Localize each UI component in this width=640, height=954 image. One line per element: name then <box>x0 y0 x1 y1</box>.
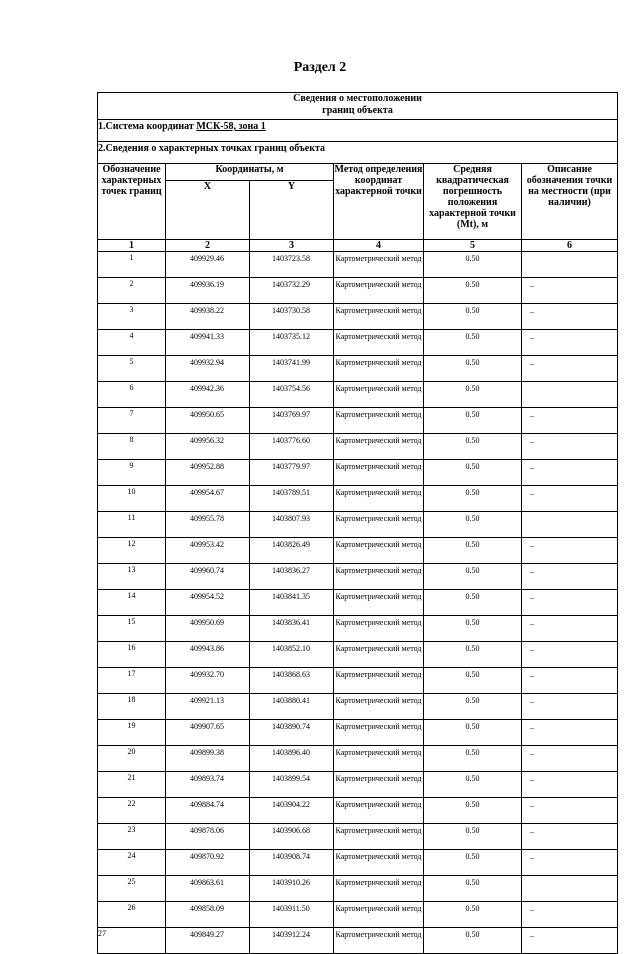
description-cell: – <box>522 746 618 772</box>
table-row <box>98 538 618 564</box>
coord-y: 1403911.50 <box>250 902 334 928</box>
table-row <box>98 746 618 772</box>
coord-x: 409952.88 <box>166 460 250 486</box>
coord-system-row <box>98 120 618 142</box>
coord-x: 409932.70 <box>166 668 250 694</box>
description-cell: – <box>522 902 618 928</box>
error-cell: 0.50 <box>424 668 522 694</box>
point-number: 16 <box>98 642 166 668</box>
description-cell: – <box>522 408 618 434</box>
method-cell: Картометрический метод <box>334 486 424 512</box>
column-number: 2 <box>166 240 250 252</box>
method-cell: Картометрический метод <box>334 642 424 668</box>
coord-x: 409921.13 <box>166 694 250 720</box>
error-cell: 0.50 <box>424 304 522 330</box>
method-cell: Картометрический метод <box>334 694 424 720</box>
coord-y: 1403754.56 <box>250 382 334 408</box>
point-number: 9 <box>98 460 166 486</box>
table-title-line2: границ объекта <box>322 105 393 116</box>
coord-x: 409932.94 <box>166 356 250 382</box>
point-number: 11 <box>98 512 166 538</box>
table-row <box>98 876 618 902</box>
point-number: 20 <box>98 746 166 772</box>
description-cell: – <box>522 356 618 382</box>
table-row <box>98 824 618 850</box>
column-number: 4 <box>334 240 424 252</box>
point-number: 25 <box>98 876 166 902</box>
error-cell: 0.50 <box>424 928 522 954</box>
coord-x: 409953.42 <box>166 538 250 564</box>
coord-x: 409942.36 <box>166 382 250 408</box>
method-cell: Картометрический метод <box>334 252 424 278</box>
description-cell: – <box>522 850 618 876</box>
coord-y: 1403769.97 <box>250 408 334 434</box>
coord-y: 1403836.27 <box>250 564 334 590</box>
coord-x: 409858.09 <box>166 902 250 928</box>
description-cell: – <box>522 642 618 668</box>
table-row <box>98 616 618 642</box>
table-row <box>98 564 618 590</box>
table-row <box>98 798 618 824</box>
boundary-points-table <box>97 92 618 954</box>
table-row <box>98 642 618 668</box>
method-cell: Картометрический метод <box>334 564 424 590</box>
coord-y: 1403732.29 <box>250 278 334 304</box>
method-cell: Картометрический метод <box>334 668 424 694</box>
point-number: 4 <box>98 330 166 356</box>
header-x: X <box>166 181 250 240</box>
point-number: 7 <box>98 408 166 434</box>
description-cell <box>522 512 618 538</box>
description-cell: – <box>522 824 618 850</box>
coord-x: 409950.65 <box>166 408 250 434</box>
coord-y: 1403880.41 <box>250 694 334 720</box>
coord-y: 1403836.41 <box>250 616 334 642</box>
coord-y: 1403906.68 <box>250 824 334 850</box>
table-row <box>98 512 618 538</box>
table-row <box>98 668 618 694</box>
description-cell: – <box>522 460 618 486</box>
error-cell: 0.50 <box>424 824 522 850</box>
method-cell: Картометрический метод <box>334 746 424 772</box>
description-cell: – <box>522 720 618 746</box>
coord-y: 1403779.97 <box>250 460 334 486</box>
coord-y: 1403789.51 <box>250 486 334 512</box>
description-cell <box>522 876 618 902</box>
column-number: 5 <box>424 240 522 252</box>
point-number: 5 <box>98 356 166 382</box>
method-cell: Картометрический метод <box>334 616 424 642</box>
description-cell: – <box>522 668 618 694</box>
table-row <box>98 850 618 876</box>
description-cell: – <box>522 278 618 304</box>
coord-x: 409893.74 <box>166 772 250 798</box>
description-cell: – <box>522 304 618 330</box>
point-number: 10 <box>98 486 166 512</box>
error-cell: 0.50 <box>424 616 522 642</box>
method-cell: Картометрический метод <box>334 720 424 746</box>
coord-system-value: МСК-58, зона 1 <box>196 121 266 132</box>
point-number: 13 <box>98 564 166 590</box>
error-cell: 0.50 <box>424 642 522 668</box>
method-cell: Картометрический метод <box>334 590 424 616</box>
description-cell: – <box>522 330 618 356</box>
table-row <box>98 772 618 798</box>
coord-x: 409863.61 <box>166 876 250 902</box>
method-cell: Картометрический метод <box>334 512 424 538</box>
coord-x: 409929.46 <box>166 252 250 278</box>
coord-y: 1403807.93 <box>250 512 334 538</box>
point-number: 24 <box>98 850 166 876</box>
point-number: 17 <box>98 668 166 694</box>
point-number: 26 <box>98 902 166 928</box>
table-row <box>98 902 618 928</box>
table-body <box>98 252 618 954</box>
header-description: Описание обозначения точки на местности (при наличии) <box>522 164 618 240</box>
description-cell: – <box>522 928 618 954</box>
header-error-text: Средняя квадратическая погрешность положения характерной точки (Mt), м <box>429 164 516 230</box>
coord-y: 1403852.10 <box>250 642 334 668</box>
error-cell: 0.50 <box>424 512 522 538</box>
section-title: Раздел 2 <box>293 60 347 75</box>
header-y: Y <box>250 181 334 240</box>
coord-y: 1403912.24 <box>250 928 334 954</box>
table-row <box>98 330 618 356</box>
coord-x: 409936.19 <box>166 278 250 304</box>
point-number: 27 <box>98 928 166 954</box>
method-cell: Картометрический метод <box>334 408 424 434</box>
description-cell <box>522 382 618 408</box>
coord-x: 409960.74 <box>166 564 250 590</box>
error-cell: 0.50 <box>424 850 522 876</box>
error-cell: 0.50 <box>424 538 522 564</box>
point-number: 19 <box>98 720 166 746</box>
method-cell: Картометрический метод <box>334 928 424 954</box>
description-cell: – <box>522 616 618 642</box>
error-cell: 0.50 <box>424 460 522 486</box>
coord-y: 1403910.26 <box>250 876 334 902</box>
table-row <box>98 408 618 434</box>
coord-x: 409884.74 <box>166 798 250 824</box>
header-error <box>424 164 522 240</box>
header-designation: Обозначение характерных точек границ <box>98 164 166 240</box>
point-number: 23 <box>98 824 166 850</box>
description-cell: – <box>522 434 618 460</box>
table-row <box>98 252 618 278</box>
method-cell: Картометрический метод <box>334 304 424 330</box>
error-cell: 0.50 <box>424 330 522 356</box>
description-cell: – <box>522 564 618 590</box>
coord-x: 409849.27 <box>166 928 250 954</box>
error-cell: 0.50 <box>424 772 522 798</box>
table-title <box>98 93 618 120</box>
table-row <box>98 590 618 616</box>
points-section-label: 2.Сведения о характерных точках границ объекта <box>98 142 618 164</box>
table-row <box>98 694 618 720</box>
method-cell: Картометрический метод <box>334 538 424 564</box>
description-cell: – <box>522 590 618 616</box>
table-row <box>98 928 618 954</box>
method-cell: Картометрический метод <box>334 434 424 460</box>
header-method: Метод определения координат характерной точки <box>334 164 424 240</box>
point-number: 6 <box>98 382 166 408</box>
error-cell: 0.50 <box>424 564 522 590</box>
method-cell: Картометрический метод <box>334 798 424 824</box>
description-cell: – <box>522 798 618 824</box>
point-number: 15 <box>98 616 166 642</box>
method-cell: Картометрический метод <box>334 824 424 850</box>
error-cell: 0.50 <box>424 382 522 408</box>
error-cell: 0.50 <box>424 252 522 278</box>
coord-x: 409956.32 <box>166 434 250 460</box>
coord-y: 1403730.58 <box>250 304 334 330</box>
table-row <box>98 720 618 746</box>
error-cell: 0.50 <box>424 720 522 746</box>
coord-system-label: 1.Система координат <box>98 121 194 132</box>
point-number: 2 <box>98 278 166 304</box>
header-coordinates: Координаты, м <box>166 164 334 181</box>
error-cell: 0.50 <box>424 590 522 616</box>
coord-x: 409954.67 <box>166 486 250 512</box>
description-cell: – <box>522 694 618 720</box>
coord-y: 1403776.60 <box>250 434 334 460</box>
coord-x: 409955.78 <box>166 512 250 538</box>
coord-x: 409954.52 <box>166 590 250 616</box>
description-cell: – <box>522 538 618 564</box>
error-cell: 0.50 <box>424 408 522 434</box>
description-cell: – <box>522 772 618 798</box>
error-cell: 0.50 <box>424 694 522 720</box>
column-numbers-row <box>98 240 618 252</box>
table-title-line1: Сведения о местоположении <box>293 93 422 104</box>
table-row <box>98 304 618 330</box>
error-cell: 0.50 <box>424 902 522 928</box>
description-cell: – <box>522 486 618 512</box>
point-number: 22 <box>98 798 166 824</box>
coord-y: 1403904.22 <box>250 798 334 824</box>
error-cell: 0.50 <box>424 876 522 902</box>
point-number: 1 <box>98 252 166 278</box>
method-cell: Картометрический метод <box>334 876 424 902</box>
coord-y: 1403723.58 <box>250 252 334 278</box>
error-cell: 0.50 <box>424 278 522 304</box>
coord-y: 1403896.40 <box>250 746 334 772</box>
table-row <box>98 460 618 486</box>
coord-y: 1403899.54 <box>250 772 334 798</box>
table-row <box>98 356 618 382</box>
coord-y: 1403908.74 <box>250 850 334 876</box>
method-cell: Картометрический метод <box>334 902 424 928</box>
coord-y: 1403868.63 <box>250 668 334 694</box>
table-row <box>98 278 618 304</box>
point-number: 3 <box>98 304 166 330</box>
coord-y: 1403741.99 <box>250 356 334 382</box>
column-number: 3 <box>250 240 334 252</box>
error-cell: 0.50 <box>424 746 522 772</box>
coord-x: 409870.92 <box>166 850 250 876</box>
table-row <box>98 382 618 408</box>
coord-x: 409943.86 <box>166 642 250 668</box>
point-number: 12 <box>98 538 166 564</box>
description-cell <box>522 252 618 278</box>
point-number: 8 <box>98 434 166 460</box>
table-row <box>98 486 618 512</box>
method-cell: Картометрический метод <box>334 382 424 408</box>
coord-x: 409950.69 <box>166 616 250 642</box>
method-cell: Картометрический метод <box>334 356 424 382</box>
point-number: 21 <box>98 772 166 798</box>
error-cell: 0.50 <box>424 798 522 824</box>
method-cell: Картометрический метод <box>334 772 424 798</box>
column-number: 6 <box>522 240 618 252</box>
coord-y: 1403890.74 <box>250 720 334 746</box>
coord-y: 1403826.49 <box>250 538 334 564</box>
coord-x: 409907.65 <box>166 720 250 746</box>
coord-x: 409899.38 <box>166 746 250 772</box>
error-cell: 0.50 <box>424 434 522 460</box>
coord-y: 1403841.35 <box>250 590 334 616</box>
point-number: 18 <box>98 694 166 720</box>
coord-x: 409941.33 <box>166 330 250 356</box>
column-number: 1 <box>98 240 166 252</box>
method-cell: Картометрический метод <box>334 460 424 486</box>
coord-y: 1403735.12 <box>250 330 334 356</box>
error-cell: 0.50 <box>424 356 522 382</box>
method-cell: Картометрический метод <box>334 278 424 304</box>
coord-x: 409878.06 <box>166 824 250 850</box>
point-number: 14 <box>98 590 166 616</box>
method-cell: Картометрический метод <box>334 850 424 876</box>
method-cell: Картометрический метод <box>334 330 424 356</box>
error-cell: 0.50 <box>424 486 522 512</box>
table-row <box>98 434 618 460</box>
coord-x: 409938.22 <box>166 304 250 330</box>
